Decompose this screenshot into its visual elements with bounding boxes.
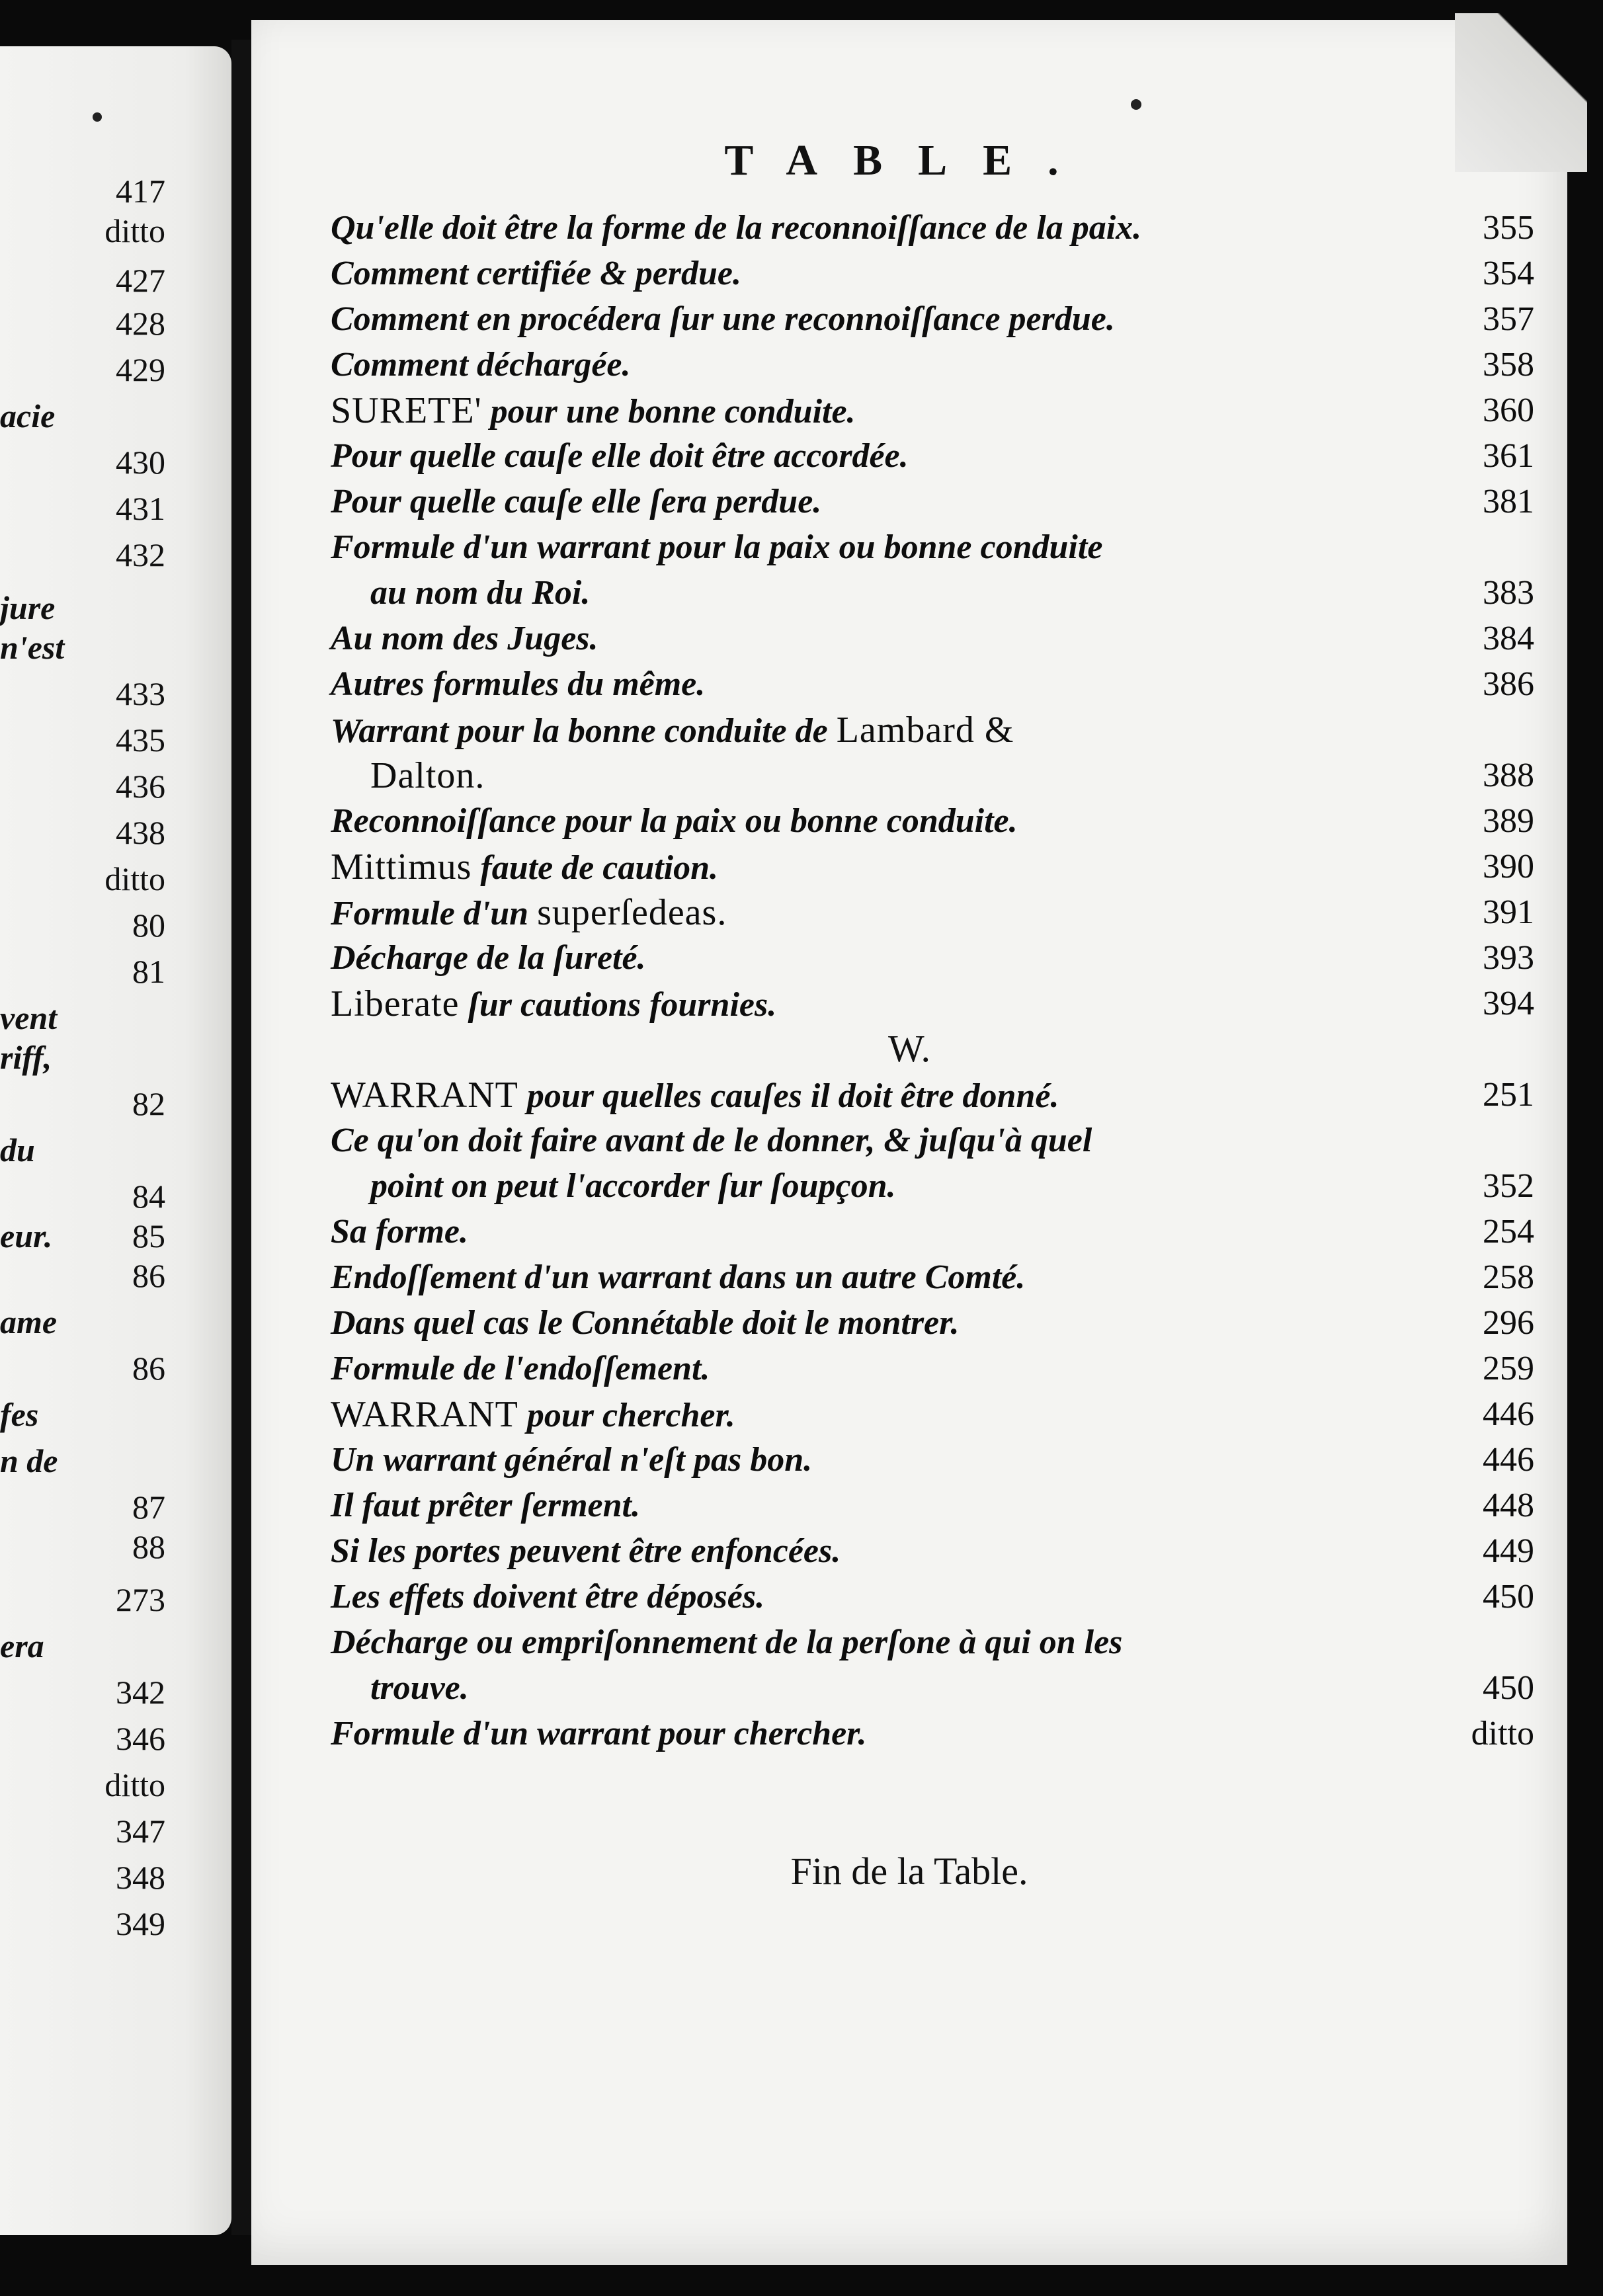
left-page-number: 273 <box>116 1581 165 1618</box>
entry-page-number: 259 <box>1483 1350 1534 1387</box>
table-entry <box>331 889 1534 936</box>
left-page-number: 342 <box>116 1674 165 1711</box>
left-page-number: 430 <box>116 444 165 481</box>
table-entry <box>331 1620 1534 1666</box>
entry-title-roman: SURETE' <box>331 390 482 431</box>
entry-title <box>331 981 776 1028</box>
left-page-fragment-text: vent <box>0 999 58 1036</box>
entry-title-roman: Dalton. <box>370 755 485 796</box>
entry-title <box>331 1118 1092 1164</box>
entry-title <box>370 570 590 616</box>
entry-page-number: 354 <box>1483 255 1534 292</box>
entry-title-italic: Reconnoiſſance pour la paix ou bonne conduite. <box>331 802 1018 840</box>
left-page-number: 436 <box>116 768 165 805</box>
table-entry <box>331 342 1534 388</box>
entry-page-number: 361 <box>1483 437 1534 475</box>
entry-title <box>331 433 909 479</box>
entry-title-roman: superſedeas. <box>537 892 727 933</box>
left-page-number: 84 <box>132 1178 165 1215</box>
table-entry <box>331 707 1534 753</box>
ink-dot <box>1131 99 1141 110</box>
left-page-number: 346 <box>116 1720 165 1757</box>
entry-page-number: 358 <box>1483 346 1534 384</box>
entry-title-italic: Formule d'un warrant pour la paix ou bonne conduite <box>331 528 1103 566</box>
left-page-number: ditto <box>104 212 165 249</box>
entry-title-italic: pour une bonne conduite. <box>481 393 856 430</box>
left-page-number: 417 <box>116 173 165 210</box>
entry-title <box>331 1711 867 1757</box>
table-entry <box>331 1254 1534 1301</box>
entry-title-italic: Qu'elle doit être la forme de la reconnoiſſance de la paix. <box>331 209 1142 247</box>
entry-title <box>331 1620 1122 1666</box>
table-entry <box>331 1483 1534 1529</box>
left-page-number: 80 <box>132 907 165 944</box>
entry-title-italic: Décharge ou empriſonnement de la perſone à qui on les <box>331 1623 1123 1661</box>
entry-title-italic: Comment certifiée & perdue. <box>331 255 742 292</box>
table-entry <box>331 1711 1534 1757</box>
entry-title <box>370 1665 469 1711</box>
entry-page-number: 383 <box>1483 574 1534 612</box>
entry-title-italic: Endoſſement d'un warrant dans un autre Comté. <box>331 1258 1026 1296</box>
table-entry <box>331 524 1534 571</box>
table-entry <box>331 616 1534 662</box>
left-page-number: 87 <box>132 1489 165 1526</box>
table-entry <box>331 798 1534 844</box>
entry-title-italic: Au nom des Juges. <box>331 620 598 657</box>
left-page-fragment-text: ame <box>0 1303 58 1340</box>
entry-title <box>331 661 705 708</box>
entry-page-number: 381 <box>1483 483 1534 520</box>
book-gutter <box>231 40 251 2235</box>
left-page-number: 347 <box>116 1813 165 1850</box>
entry-page-number: 357 <box>1483 300 1534 338</box>
table-entry <box>331 981 1534 1027</box>
left-page-number: 348 <box>116 1859 165 1896</box>
entry-title <box>331 524 1102 571</box>
left-page-number: 86 <box>132 1350 165 1387</box>
entry-page-number: 352 <box>1483 1167 1534 1205</box>
left-page-number: 82 <box>132 1085 165 1122</box>
left-page-number: 86 <box>132 1257 165 1294</box>
entry-page-number: 446 <box>1483 1441 1534 1479</box>
left-page-fragment-text: du <box>0 1131 35 1168</box>
entry-title-italic: au nom du Roi. <box>370 574 591 612</box>
entry-page-number: 355 <box>1483 209 1534 247</box>
left-page-number: 85 <box>132 1217 165 1254</box>
table-entry <box>331 1574 1534 1620</box>
table-entry <box>331 1118 1534 1164</box>
left-page-fragment-text: n'est <box>0 629 65 666</box>
table-entry <box>331 844 1534 890</box>
left-page-number: 88 <box>132 1528 165 1565</box>
left-page-number: 431 <box>116 490 165 527</box>
left-page-fragment-text: eur. <box>0 1217 53 1254</box>
entry-page-number: 448 <box>1483 1487 1534 1524</box>
entry-page-number: 450 <box>1483 1578 1534 1616</box>
left-page-fragment-text: n de <box>0 1442 58 1479</box>
entry-page-number: 394 <box>1483 985 1534 1022</box>
entry-page-number: 389 <box>1483 802 1534 840</box>
entry-page-number: 296 <box>1483 1304 1534 1342</box>
left-page-number: 349 <box>116 1905 165 1942</box>
left-page-fragment-text: era <box>0 1627 44 1664</box>
entry-title <box>331 1209 468 1255</box>
table-page <box>251 20 1567 2265</box>
entry-title-italic: Un warrant général n'eſt pas bon. <box>331 1441 813 1479</box>
entry-title-italic: pour quelles cauſes il doit être donné. <box>518 1077 1059 1115</box>
entry-title-italic: Warrant pour la bonne conduite de <box>331 712 837 750</box>
page-title: TABLE. <box>724 136 1094 184</box>
table-entry <box>331 753 1534 799</box>
left-page-fragment-text: fes <box>0 1396 39 1433</box>
entry-title <box>331 1391 735 1439</box>
entry-title-italic: Autres formules du même. <box>331 665 706 703</box>
left-page-number: 433 <box>116 675 165 712</box>
entry-title-italic: ſur cautions fournies. <box>459 986 777 1024</box>
entry-title-italic: Formule d'un <box>331 895 538 932</box>
entry-page-number: ditto <box>1471 1715 1534 1752</box>
left-page-number: 428 <box>116 305 165 342</box>
table-entry <box>331 1163 1534 1210</box>
section-letter: W. <box>888 1027 930 1070</box>
entry-title-italic: Pour quelle cauſe elle doit être accordée. <box>331 437 909 475</box>
entry-title <box>331 479 821 525</box>
entry-title-italic: Les effets doivent être déposés. <box>331 1578 765 1616</box>
entry-title-italic: Comment déchargée. <box>331 346 631 384</box>
entry-title-italic: Ce qu'on doit faire avant de le donner, & juſqu'à quel <box>331 1122 1092 1159</box>
entry-title <box>331 1254 1025 1301</box>
entry-page-number: 450 <box>1483 1669 1534 1707</box>
left-page-number: 435 <box>116 721 165 758</box>
left-page-number: ditto <box>104 1766 165 1803</box>
entry-page-number: 360 <box>1483 391 1534 429</box>
entry-title-italic: point on peut l'accorder ſur ſoupçon. <box>370 1167 896 1205</box>
table-entry <box>331 388 1534 434</box>
table-entry <box>331 1300 1534 1346</box>
entry-title <box>331 616 598 662</box>
entry-title <box>331 342 631 388</box>
entry-title-roman: WARRANT <box>331 1394 518 1435</box>
entry-page-number: 390 <box>1483 848 1534 885</box>
entry-title <box>331 1483 640 1529</box>
left-page-number: 81 <box>132 953 165 990</box>
entry-title <box>370 1163 896 1210</box>
table-entry <box>331 1437 1534 1483</box>
entry-title-italic: Il faut prêter ſerment. <box>331 1487 640 1524</box>
left-page-number: 432 <box>116 536 165 573</box>
table-entry <box>331 1209 1534 1255</box>
entry-title <box>331 205 1141 251</box>
entry-title-italic: Formule d'un warrant pour chercher. <box>331 1715 867 1752</box>
entry-title <box>331 798 1018 844</box>
entry-page-number: 386 <box>1483 665 1534 703</box>
entry-page-number: 446 <box>1483 1395 1534 1433</box>
left-page-fragment-text: jure <box>0 589 56 626</box>
table-entry <box>331 1072 1534 1118</box>
entry-page-number: 388 <box>1483 757 1534 794</box>
entry-page-number: 251 <box>1483 1076 1534 1114</box>
table-entry <box>331 570 1534 616</box>
end-of-table-note: Fin de la Table. <box>790 1850 1028 1893</box>
entry-page-number: 449 <box>1483 1532 1534 1570</box>
table-entry <box>331 205 1534 251</box>
entry-title-italic: pour chercher. <box>518 1397 735 1434</box>
entry-title <box>331 1574 764 1620</box>
entry-title-roman: Liberate <box>331 983 460 1024</box>
entry-title-roman: Mittimus <box>331 846 472 887</box>
entry-page-number: 391 <box>1483 893 1534 931</box>
table-entry <box>331 296 1534 343</box>
entry-title-italic: trouve. <box>370 1669 469 1707</box>
entry-title <box>331 1300 960 1346</box>
table-entry <box>331 661 1534 708</box>
entry-title-italic: Si les portes peuvent être enfoncées. <box>331 1532 841 1570</box>
entry-page-number: 254 <box>1483 1213 1534 1250</box>
entry-title <box>331 935 646 981</box>
left-page-number: ditto <box>104 860 165 897</box>
left-page-number: 429 <box>116 351 165 388</box>
entry-page-number: 393 <box>1483 939 1534 977</box>
left-page-fragment <box>0 46 231 2235</box>
entry-title <box>331 296 1115 343</box>
entry-title <box>370 753 485 800</box>
table-entry <box>331 935 1534 981</box>
entry-title <box>331 388 856 435</box>
entry-title-italic: Comment en procédera ſur une reconnoiſſance perdue. <box>331 300 1115 338</box>
entry-title <box>331 1346 710 1392</box>
table-entry <box>331 1665 1534 1711</box>
table-entry <box>331 1528 1534 1575</box>
entry-title <box>331 707 1014 755</box>
table-entry <box>331 1391 1534 1438</box>
table-entry <box>331 479 1534 525</box>
table-entry <box>331 1346 1534 1392</box>
entry-title <box>331 251 741 297</box>
left-page-fragment-text: acie <box>0 397 56 434</box>
entry-title-italic: Dans quel cas le Connétable doit le montrer. <box>331 1304 960 1342</box>
left-page-number: 438 <box>116 814 165 851</box>
entry-title <box>331 1072 1059 1120</box>
entry-title-italic: faute de caution. <box>472 849 719 887</box>
entry-page-number: 258 <box>1483 1258 1534 1296</box>
table-entry <box>331 251 1534 297</box>
left-page-number: 427 <box>116 262 165 299</box>
entry-title-italic: Sa forme. <box>331 1213 468 1250</box>
entry-title <box>331 1528 841 1575</box>
table-entry <box>331 433 1534 479</box>
entry-title-roman: WARRANT <box>331 1075 518 1116</box>
entry-title <box>331 1437 812 1483</box>
entry-title-italic: Décharge de la ſureté. <box>331 939 646 977</box>
ink-dot <box>93 112 102 122</box>
entry-page-number: 384 <box>1483 620 1534 657</box>
entry-title <box>331 844 718 891</box>
entry-title-italic: Pour quelle cauſe elle ſera perdue. <box>331 483 822 520</box>
left-page-fragment-text: riff, <box>0 1039 52 1076</box>
entry-title <box>331 889 727 937</box>
entry-title-italic: Formule de l'endoſſement. <box>331 1350 710 1387</box>
entry-title-roman: Lambard & <box>836 710 1014 751</box>
